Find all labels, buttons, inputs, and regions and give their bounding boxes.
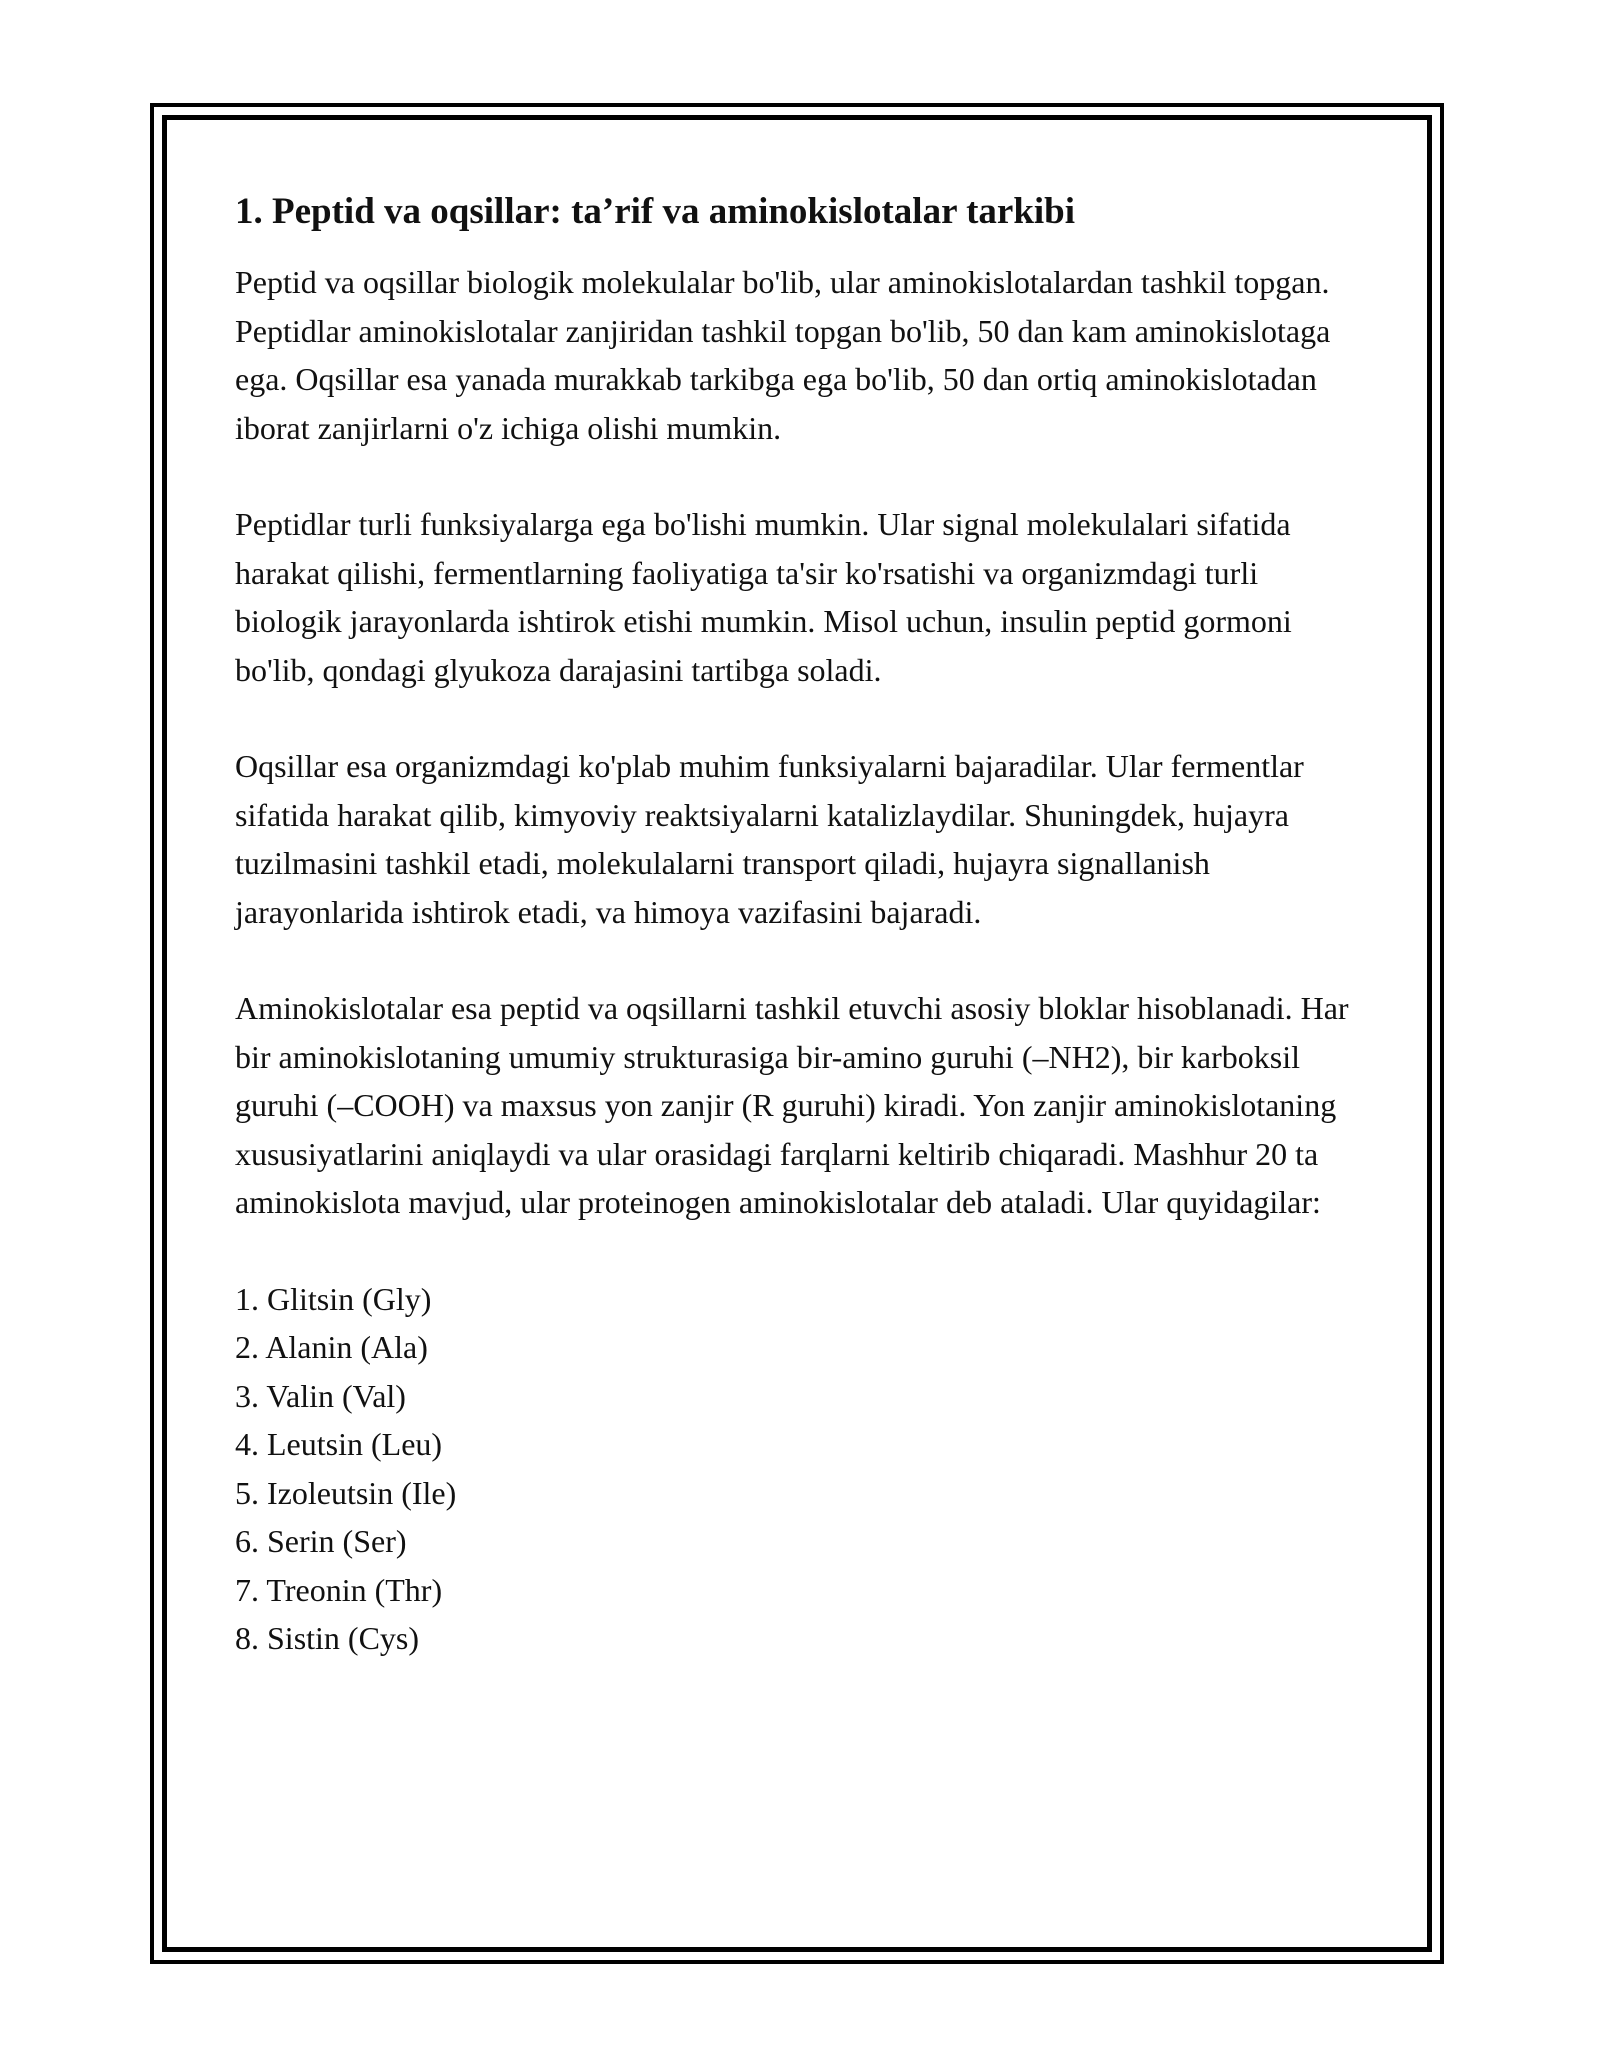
paragraph-amino-acids: Aminokislotalar esa peptid va oqsillarni tashkil etuvchi asosiy bloklar hisoblanadi. Har bir aminokislotaning umumiy strukturasiga bir-amino guruhi (–NH2), bir karboksil guruhi (–COOH) va maxsus yon zanjir (R guruhi) kiradi. Yon zanjir aminokislotaning xususiyatlarini aniqlaydi va ular orasidagi farqlarni keltirib chiqaradi. Mashhur 20 ta aminokislota mavjud, ular proteinogen aminokislotalar deb ataladi. Ular quyidagilar: <box>235 990 1349 1220</box>
list-item: 6. Serin (Ser) <box>235 1523 407 1559</box>
list-item: 4. Leutsin (Leu) <box>235 1426 443 1462</box>
paragraph-protein-functions: Oqsillar esa organizmdagi ko'plab muhim funksiyalarni bajaradilar. Ular fermentlar sifatida harakat qilib, kimyoviy reaktsiyalarni katalizlaydilar. Shuningdek, hujayra tuzilmasini tashkil etadi, molekulalarni transport qiladi, hujayra signallanish jarayonlarida ishtirok etadi, va himoya vazifasini bajaradi. <box>235 748 1304 930</box>
list-item: 5. Izoleutsin (Ile) <box>235 1474 457 1511</box>
list-item: 2. Alanin (Ala) <box>235 1329 428 1365</box>
section-heading: 1. Peptid va oqsillar: ta’rif va aminokislotalar tarkibi <box>235 191 1076 232</box>
list-item: 8. Sistin (Cys) <box>235 1620 420 1656</box>
list-item: 1. Glitsin (Gly) <box>235 1280 432 1317</box>
paragraph-peptide-functions: Peptidlar turli funksiyalarga ega bo'lishi mumkin. Ular signal molekulalari sifatida harakat qilishi, fermentlarning faoliyatiga ta'sir ko'rsatishi va organizmdagi turli biologik jarayonlarda ishtirok etishi mumkin. Misol uchun, insulin peptid gormoni bo'lib, qondagi glyukoza darajasini tartibga soladi. <box>235 506 1292 688</box>
paragraph-definition: Peptid va oqsillar biologik molekulalar bo'lib, ular aminokislotalardan tashkil topgan. Peptidlar aminokislotalar zanjiridan tashkil topgan bo'lib, 50 dan kam aminokislotaga ega. Oqsillar esa yanada murakkab tarkibga ega bo'lib, 50 dan ortiq aminokislotadan iborat zanjirlarni o'z ichiga olishi mumkin. <box>235 264 1331 446</box>
amino-acid-list <box>235 1275 1365 1663</box>
list-item: 3. Valin (Val) <box>235 1377 406 1414</box>
list-item: 7. Treonin (Thr) <box>235 1571 443 1608</box>
document-content <box>235 188 1365 1663</box>
